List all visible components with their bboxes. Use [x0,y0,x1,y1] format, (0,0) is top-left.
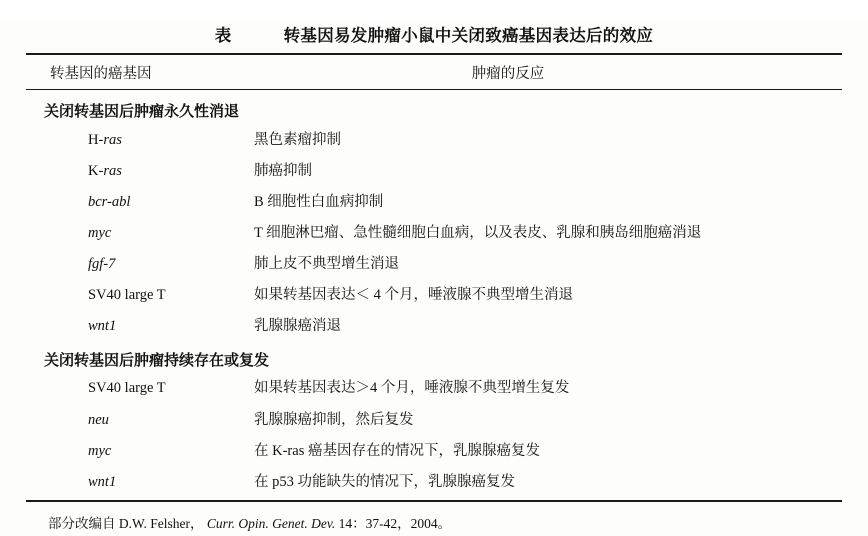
footnote-author: D.W. Felsher， [118,516,204,532]
table-row [26,186,842,217]
cell-response: 乳腺腺癌抑制，然后复发 [254,411,414,428]
table-container [26,22,842,532]
table-header-row [26,55,842,89]
cell-response: 肺癌抑制 [254,162,312,179]
cell-response: 如果转基因表达＜ 4 个月，唾液腺不典型增生消退 [254,287,573,304]
table-footnote [26,502,842,532]
gene-italic: bcr-abl [88,193,131,210]
cell-gene [26,224,254,242]
gene-italic: ras [103,162,122,179]
cell-gene [26,473,254,491]
cell-response: 乳腺腺癌消退 [254,318,341,335]
cell-response: 黑色素瘤抑制 [254,131,341,148]
column-header-gene: 转基因的癌基因 [50,66,152,82]
table-body [26,90,842,500]
table-title: 转基因易发肿瘤小鼠中关闭致癌基因表达后的效应 [283,26,654,45]
table-row [26,249,842,280]
table-row [26,155,842,186]
cell-response: 肺上皮不典型增生消退 [254,256,399,272]
table-row [26,466,842,497]
gene-italic: neu [88,411,109,428]
cell-gene [26,317,254,335]
gene-italic: myc [88,224,112,241]
footnote-citation: 14：37-42，2004。 [338,516,452,532]
cell-gene [26,379,254,397]
footnote-source: Curr. Opin. Genet. Dev. [206,516,336,532]
section-heading-persistence-or-recurrence: 关闭转基因后肿瘤持续存在或复发 [44,352,270,369]
table-caption [26,22,842,53]
cell-gene [26,193,254,211]
gene-italic: myc [88,442,112,459]
table-row [26,124,842,155]
cell-gene [26,162,254,180]
gene-italic: wnt1 [88,473,117,490]
gene-plain: SV40 large T [88,380,166,397]
cell-response: 在 p53 功能缺失的情况下，乳腺腺癌复发 [254,473,515,490]
cell-response: T 细胞淋巴瘤、急性髓细胞白血病，以及表皮、乳腺和胰岛细胞癌消退 [254,224,702,241]
gene-plain: SV40 large T [88,287,166,304]
cell-response: 如果转基因表达＞4 个月，唾液腺不典型增生复发 [254,380,570,397]
section-heading-permanent-regression: 关闭转基因后肿瘤永久性消退 [44,104,240,120]
cell-gene [26,255,254,273]
cell-gene [26,131,254,149]
gene-italic: fgf-7 [88,256,116,272]
cell-gene [26,286,254,304]
footnote-prefix: 部分改编自 [48,516,116,532]
gene-italic: ras [103,131,122,148]
column-header-response: 肿瘤的反应 [471,66,545,82]
gene-plain: H- [88,131,104,148]
cell-gene [26,411,254,429]
table-row [26,311,842,342]
table-label: 表 [214,26,232,45]
table-row [26,280,842,311]
table-row [26,217,842,248]
cell-response: B 细胞性白血病抑制 [254,193,384,210]
table-row [26,404,842,435]
cell-gene [26,442,254,460]
cell-response: 在 K-ras 癌基因存在的情况下，乳腺腺癌复发 [254,442,540,459]
table-row [26,373,842,404]
gene-plain: K- [88,162,104,179]
gene-italic: wnt1 [88,318,117,335]
table-row [26,435,842,466]
document-page [0,22,868,536]
